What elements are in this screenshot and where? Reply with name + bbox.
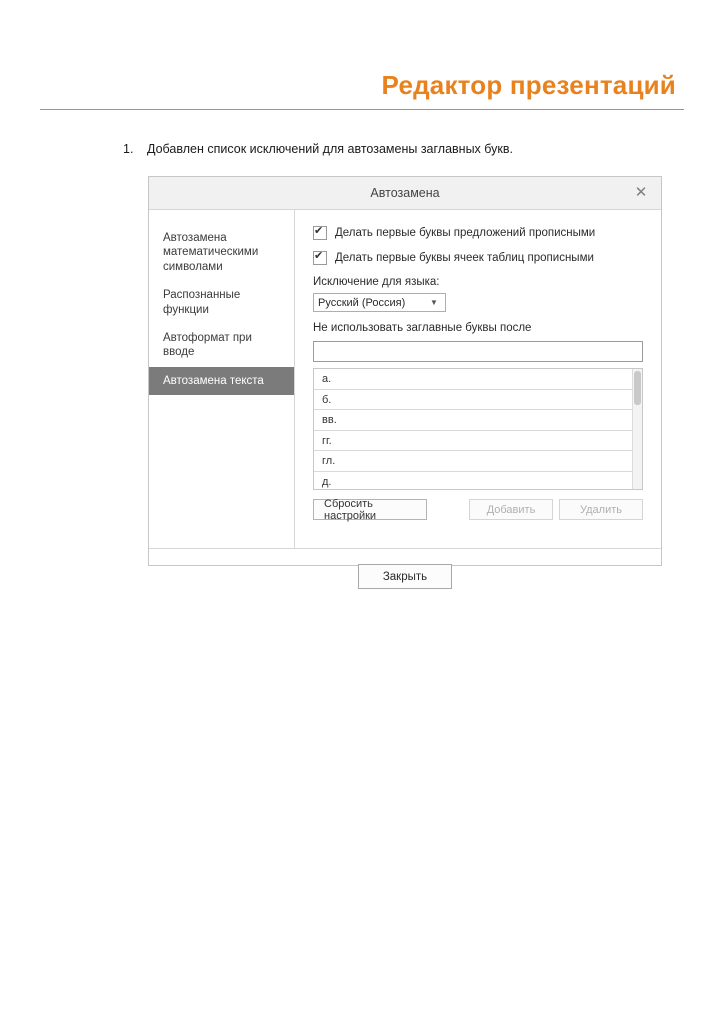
nav-item-autoformat-as-you-type[interactable]: Автоформат при вводе: [163, 331, 252, 359]
list-item[interactable]: б.: [314, 390, 642, 411]
checkbox-capitalize-table-cells[interactable]: [313, 251, 327, 265]
list-item[interactable]: гг.: [314, 431, 642, 452]
exceptions-list[interactable]: [313, 368, 643, 490]
release-note-item: [123, 142, 684, 156]
checkbox-label-capitalize-table-cells: Делать первые буквы ячеек таблиц прописными: [335, 252, 594, 264]
nav-item-math-autocorrect[interactable]: Автозамена математическими символами: [163, 232, 259, 273]
nav-item-text-autocorrect[interactable]: Автозамена текста: [149, 367, 294, 395]
scrollbar-thumb[interactable]: [634, 371, 641, 405]
exceptions-button-row: [313, 499, 643, 520]
language-select-value: Русский (Россия): [318, 296, 406, 309]
list-item[interactable]: гл.: [314, 451, 642, 472]
checkbox-row-capitalize-table-cells[interactable]: [313, 251, 643, 265]
nav-item-recognized-functions[interactable]: Распознанные функции: [163, 289, 241, 316]
dialog-body: [149, 210, 661, 548]
list-item[interactable]: вв.: [314, 410, 642, 431]
dialog-content: [295, 210, 661, 548]
language-select[interactable]: [313, 293, 446, 312]
dialog-footer: [149, 548, 661, 604]
reset-settings-button[interactable]: Сбросить настройки: [313, 499, 427, 520]
checkbox-capitalize-sentences[interactable]: [313, 226, 327, 240]
title-divider: [40, 109, 684, 110]
exceptions-label: Не использовать заглавные буквы после: [313, 322, 532, 334]
chevron-down-icon: ▼: [430, 298, 438, 307]
exception-input[interactable]: [313, 341, 643, 362]
list-item-number: 1.: [123, 142, 134, 156]
close-icon[interactable]: ✕: [634, 184, 648, 201]
close-button[interactable]: Закрыть: [358, 564, 452, 589]
checkbox-row-capitalize-sentences[interactable]: [313, 226, 643, 240]
dialog-nav: [149, 210, 295, 548]
delete-button[interactable]: Удалить: [559, 499, 643, 520]
page-header: [40, 70, 684, 110]
list-item[interactable]: а.: [314, 369, 642, 390]
dialog-title: Автозамена: [370, 186, 440, 200]
list-item[interactable]: д.: [314, 472, 642, 491]
autocorrect-dialog: [148, 176, 662, 583]
checkbox-label-capitalize-sentences: Делать первые буквы предложений прописными: [335, 227, 596, 239]
language-label: Исключение для языка:: [313, 276, 440, 288]
exceptions-list-scrollbar[interactable]: [632, 369, 642, 489]
list-item-text: Добавлен список исключений для автозамены заглавных букв.: [147, 142, 513, 156]
page-title: Редактор презентаций: [381, 70, 676, 100]
dialog-titlebar: [149, 177, 661, 210]
add-button[interactable]: Добавить: [469, 499, 553, 520]
